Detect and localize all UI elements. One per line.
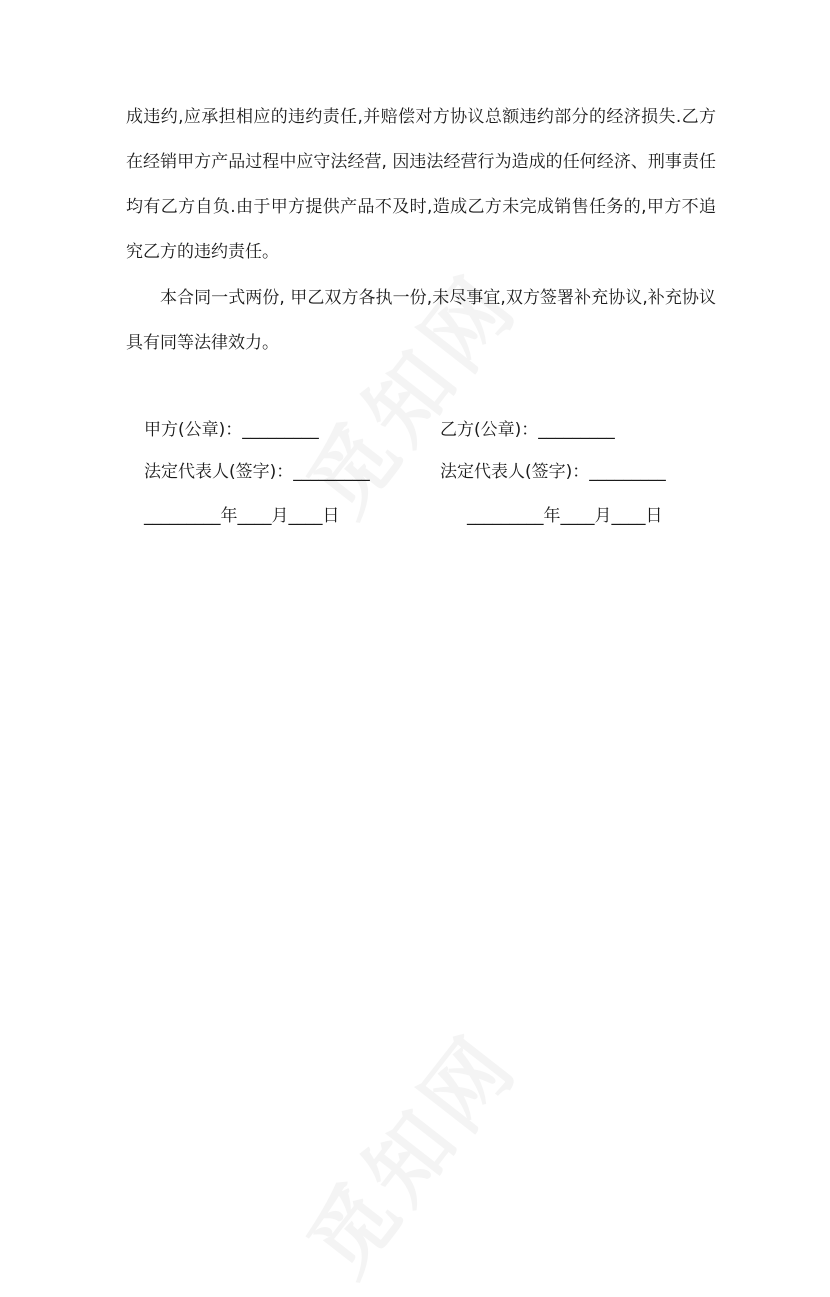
party-b-seal-field: 乙方(公章)：_________ [440, 420, 615, 440]
party-a-seal-field: 甲方(公章)：_________ [144, 420, 319, 440]
party-a-representative-field: 法定代表人(签字)：_________ [144, 462, 370, 482]
party-b-representative-field: 法定代表人(签字)：_________ [440, 462, 666, 482]
watermark [275, 1005, 540, 1297]
party-b-date-field: _________年____月____日 [467, 506, 663, 526]
party-a-date-field: _________年____月____日 [144, 506, 340, 526]
contract-paragraph-liability: 成违约,应承担相应的违约责任,并赔偿对方协议总额违约部分的经济损失.乙方在经销甲方产品过程中应守法经营, 因违法经营行为造成的任何经济、刑事责任均有乙方自负.由于甲方提供产品不及时,造成乙方未完成销售任务的,甲方不追究乙方的违约责任。 [126, 107, 716, 262]
contract-paragraph-copies: 本合同一式两份, 甲乙双方各执一份,未尽事宜,双方签署补充协议,补充协议具有同等法律效力。 [126, 288, 716, 353]
